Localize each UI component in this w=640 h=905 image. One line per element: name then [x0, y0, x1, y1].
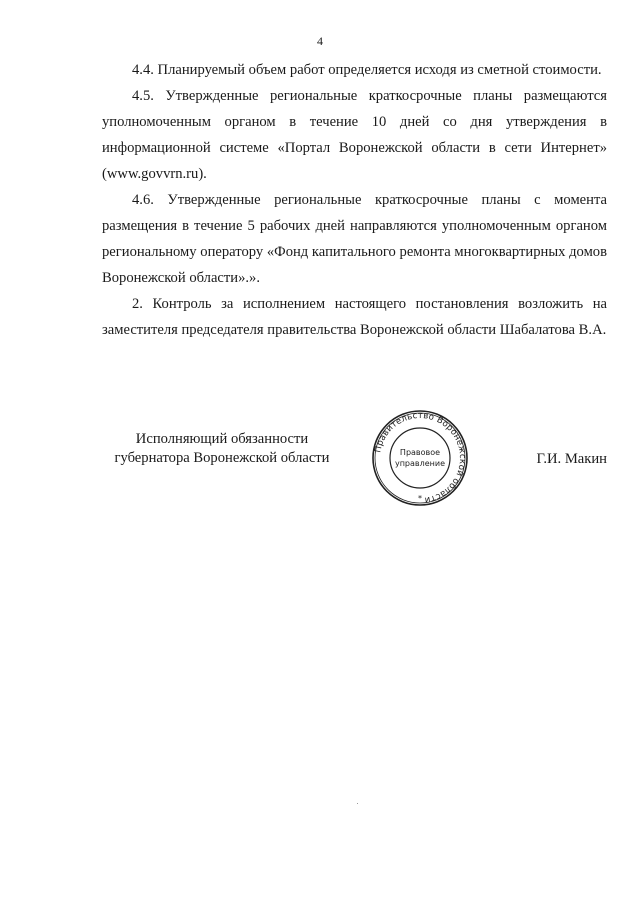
signer-name: Г.И. Макин	[536, 451, 607, 467]
document-body	[102, 57, 607, 343]
paragraph-4-6: 4.6. Утвержденные региональные краткосрочные планы с момента размещения в течение 5 рабочих дней направляются уполномоченным органом региональному оператору «Фонд капитального ремонта многоквартирных домов Воронежской области».».	[102, 192, 607, 286]
page-number: 4	[317, 34, 323, 48]
stamp-star-icon: *	[418, 494, 422, 503]
stamp-inner-line-1: Правовое	[399, 448, 441, 457]
scan-artifact	[357, 803, 358, 804]
signer-title	[102, 430, 342, 468]
stamp-inner-line-2: управление	[394, 459, 446, 468]
paragraph-4-5: 4.5. Утвержденные региональные краткосрочные планы размещаются уполномоченным органом в течение 10 дней со дня утверждения в информационной системе «Портал Воронежской области в сети Интернет» (www.govvrn.ru).	[102, 88, 607, 182]
signer-title-line-2: губернатора Воронежской области	[114, 450, 330, 466]
official-stamp	[370, 408, 470, 508]
signature-block	[102, 408, 607, 508]
paragraph-4-4: 4.4. Планируемый объем работ определяется исходя из сметной стоимости.	[132, 62, 602, 78]
stamp-outer-text: Правительство Воронежской области	[373, 410, 468, 505]
paragraph-2-control: 2. Контроль за исполнением настоящего постановления возложить на заместителя председателя правительства Воронежской области Шабалатова В.А.	[102, 296, 607, 338]
signer-title-line-1: Исполняющий обязанности	[135, 431, 309, 447]
